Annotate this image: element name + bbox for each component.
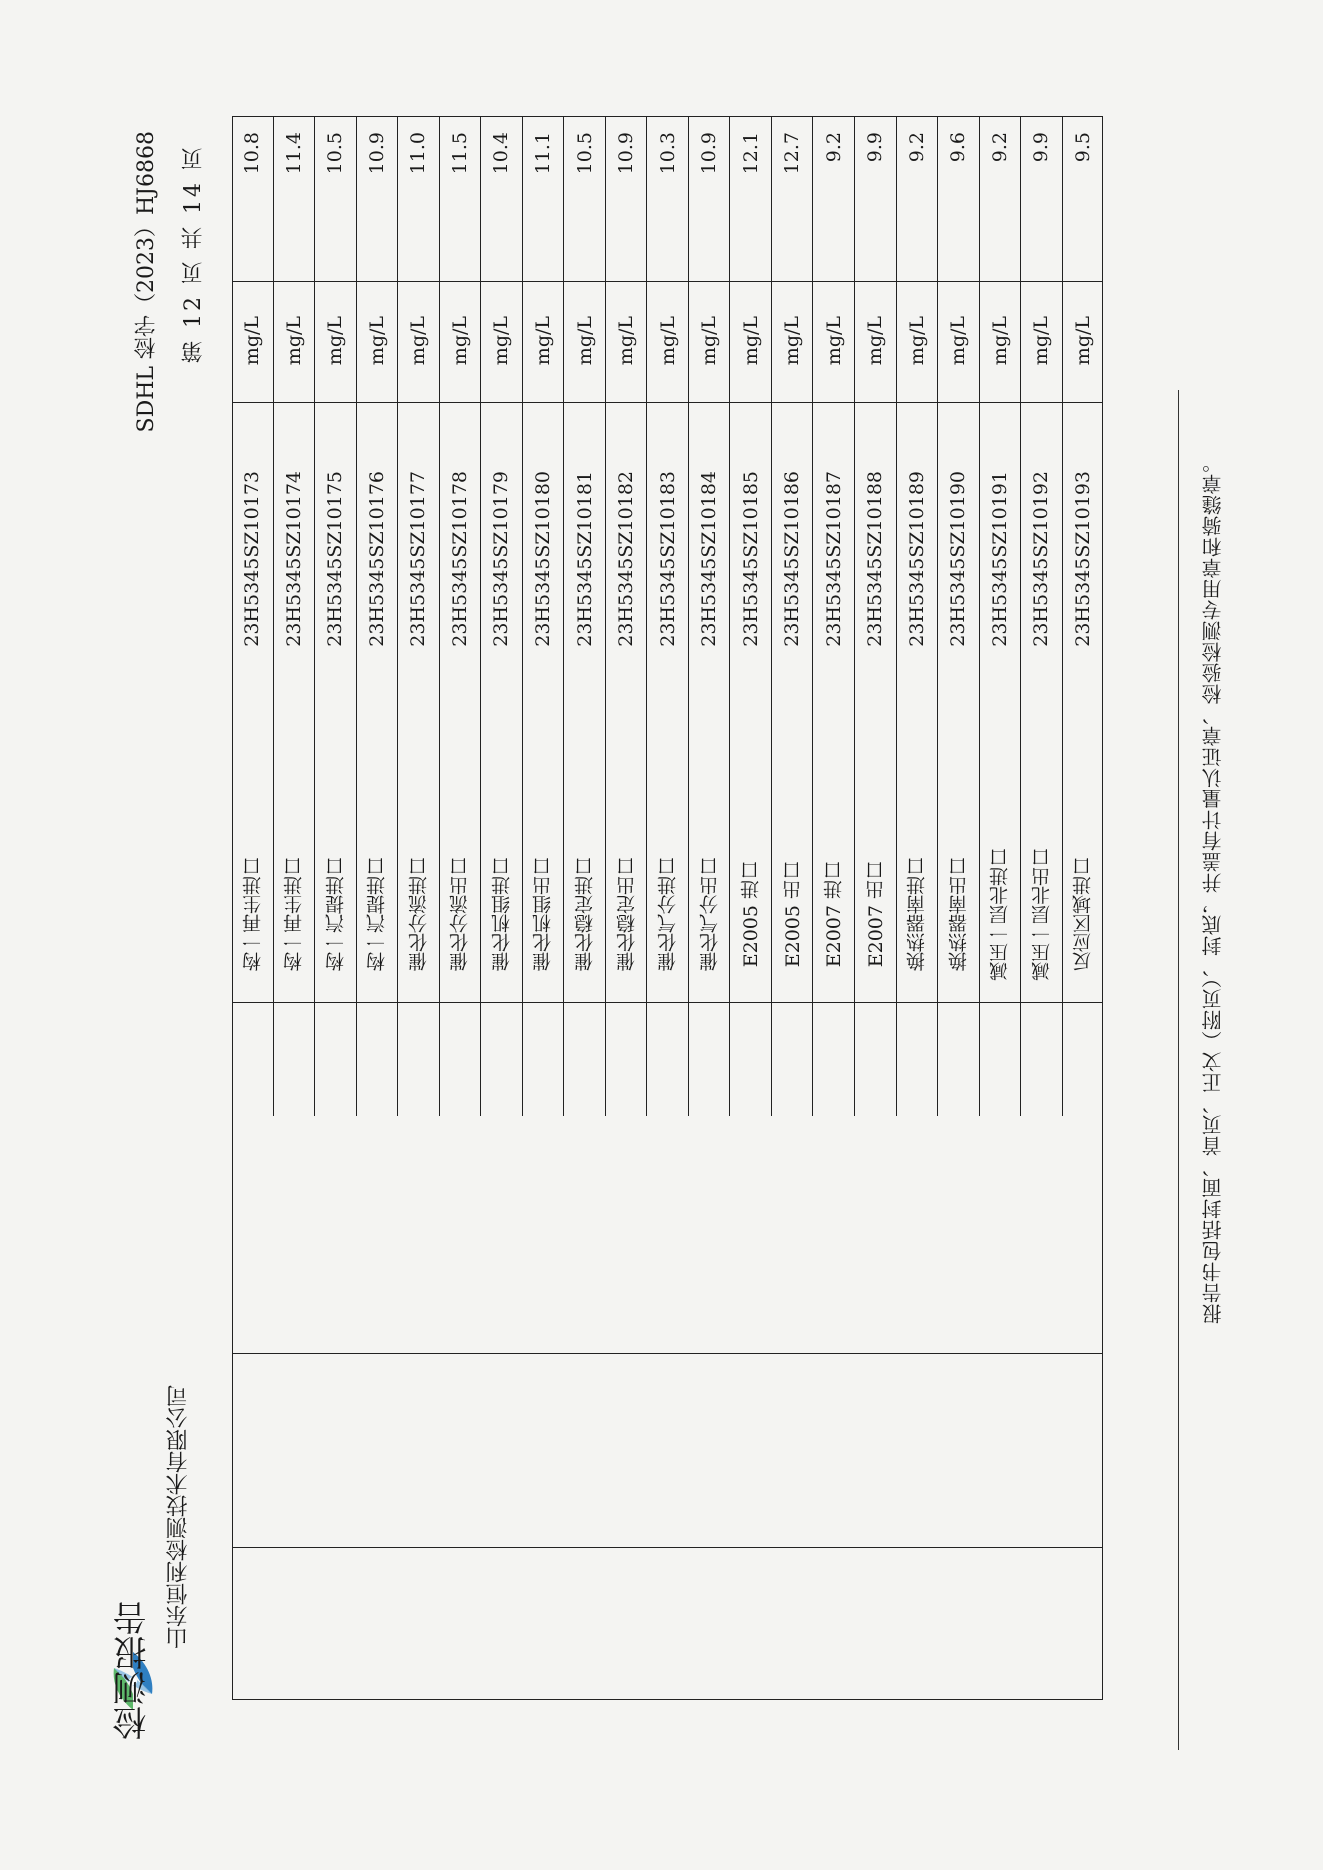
sample-code-cell: 23H5345SZ10174 <box>282 471 305 647</box>
unit-cell: mg/L <box>615 315 638 366</box>
sample-code-cell: 23H5345SZ10191 <box>988 471 1011 647</box>
site-cell: 催化机组进口 <box>490 857 513 971</box>
value-cell: 12.7 <box>781 132 804 175</box>
table-row <box>855 116 897 1116</box>
table-row <box>1021 116 1063 1116</box>
table-row <box>440 116 482 1116</box>
sample-code-cell: 23H5345SZ10192 <box>1030 471 1053 647</box>
table-row <box>315 116 357 1116</box>
value-cell: 11.1 <box>531 132 554 175</box>
unit-cell: mg/L <box>448 315 471 366</box>
unit-cell: mg/L <box>988 315 1011 366</box>
site-cell: 反应区域进口 <box>1072 857 1095 971</box>
footer-note: 报告书包括封面、首页、正文（附页）、封底，并盖有计量认证章、检验检测专用章和骑缝章。 <box>1201 452 1225 1324</box>
site-cell: 催化气分进口 <box>657 857 680 971</box>
site-cell: 催化气分出口 <box>698 857 721 971</box>
unit-cell: mg/L <box>1071 315 1094 366</box>
value-cell: 9.5 <box>1071 132 1094 163</box>
site-cell: E2007 进口 <box>823 860 846 968</box>
value-cell: 9.9 <box>864 132 887 163</box>
sample-code-cell: 23H5345SZ10175 <box>324 471 347 647</box>
footer-divider <box>1178 390 1179 1750</box>
table-body <box>232 116 1103 1116</box>
value-cell: 10.8 <box>241 132 264 175</box>
table-row <box>938 116 980 1116</box>
value-cell: 9.6 <box>947 132 970 163</box>
sample-code-cell: 23H5345SZ10177 <box>407 471 430 647</box>
table-row <box>481 116 523 1116</box>
page-number: 第 12 页 共 14 页 <box>181 145 206 363</box>
value-cell: 9.2 <box>822 132 845 163</box>
sample-code-cell: 23H5345SZ10189 <box>905 471 928 647</box>
site-cell: 减压一层北进口 <box>989 847 1012 981</box>
value-cell: 9.2 <box>988 132 1011 163</box>
sample-code-cell: 23H5345SZ10180 <box>531 471 554 647</box>
unit-cell: mg/L <box>324 315 347 366</box>
sample-code-cell: 23H5345SZ10183 <box>656 471 679 647</box>
value-cell: 10.9 <box>698 132 721 175</box>
unit-cell: mg/L <box>1030 315 1053 366</box>
report-title: 检测报告 <box>113 1600 153 1740</box>
site-cell: 构一再生进口 <box>283 857 306 971</box>
table-row <box>564 116 606 1116</box>
sample-code-cell: 23H5345SZ10173 <box>241 471 264 647</box>
site-cell: 构一汽提进口 <box>366 857 389 971</box>
sample-code-cell: 23H5345SZ10178 <box>448 471 471 647</box>
value-cell: 10.4 <box>490 132 513 175</box>
unit-cell: mg/L <box>905 315 928 366</box>
site-cell: 催化稳定出口 <box>615 857 638 971</box>
table-row <box>813 116 855 1116</box>
value-cell: 10.3 <box>656 132 679 175</box>
site-cell: E2005 进口 <box>740 860 763 968</box>
table-row <box>1063 116 1104 1116</box>
site-cell: 构一汽提进口 <box>324 857 347 971</box>
table-row <box>606 116 648 1116</box>
sample-code-cell: 23H5345SZ10181 <box>573 471 596 647</box>
unit-cell: mg/L <box>947 315 970 366</box>
sample-code-cell: 23H5345SZ10185 <box>739 471 762 647</box>
value-cell: 12.1 <box>739 132 762 175</box>
site-cell: 催化分流出口 <box>449 857 472 971</box>
sample-code-cell: 23H5345SZ10186 <box>781 471 804 647</box>
table-row <box>274 116 316 1116</box>
unit-cell: mg/L <box>365 315 388 366</box>
site-cell: 催化稳定进口 <box>574 857 597 971</box>
value-cell: 11.5 <box>448 132 471 175</box>
site-cell: 催化机组出口 <box>532 857 555 971</box>
value-cell: 10.5 <box>324 132 347 175</box>
site-cell: 减压一层北出口 <box>1030 847 1053 981</box>
site-cell: E2005 出口 <box>781 860 804 968</box>
report-number: SDHL 检字（2023）HJ6868 <box>134 131 159 433</box>
unit-cell: mg/L <box>656 315 679 366</box>
value-cell: 10.9 <box>365 132 388 175</box>
unit-cell: mg/L <box>739 315 762 366</box>
table-row <box>647 116 689 1116</box>
sample-code-cell: 23H5345SZ10179 <box>490 471 513 647</box>
table-row <box>980 116 1022 1116</box>
table-row <box>772 116 814 1116</box>
company-name: 山东恒利检测技术有限公司 <box>166 1385 191 1649</box>
value-cell: 10.5 <box>573 132 596 175</box>
unit-cell: mg/L <box>698 315 721 366</box>
sample-code-cell: 23H5345SZ10187 <box>822 471 845 647</box>
value-cell: 9.9 <box>1030 132 1053 163</box>
site-cell: 催化分流进口 <box>407 857 430 971</box>
value-cell: 11.0 <box>407 132 430 175</box>
sample-code-cell: 23H5345SZ10182 <box>615 471 638 647</box>
table-row <box>897 116 939 1116</box>
unit-cell: mg/L <box>781 315 804 366</box>
unit-cell: mg/L <box>407 315 430 366</box>
sample-code-cell: 23H5345SZ10193 <box>1071 471 1094 647</box>
sample-code-cell: 23H5345SZ10176 <box>365 471 388 647</box>
table-row <box>398 116 440 1116</box>
table-row <box>730 116 772 1116</box>
unit-cell: mg/L <box>822 315 845 366</box>
value-cell: 9.2 <box>905 132 928 163</box>
site-cell: E2007 出口 <box>864 860 887 968</box>
unit-cell: mg/L <box>864 315 887 366</box>
sample-code-cell: 23H5345SZ10188 <box>864 471 887 647</box>
site-cell: 换热器南进口 <box>906 857 929 971</box>
unit-cell: mg/L <box>241 315 264 366</box>
site-cell: 构一再生进口 <box>241 857 264 971</box>
sample-code-cell: 23H5345SZ10190 <box>947 471 970 647</box>
unit-cell: mg/L <box>573 315 596 366</box>
table-row <box>523 116 565 1116</box>
unit-cell: mg/L <box>282 315 305 366</box>
table-row <box>689 116 731 1116</box>
site-cell: 换热器南出口 <box>947 857 970 971</box>
value-cell: 10.9 <box>615 132 638 175</box>
table-row <box>232 116 274 1116</box>
value-cell: 11.4 <box>282 132 305 175</box>
unit-cell: mg/L <box>531 315 554 366</box>
unit-cell: mg/L <box>490 315 513 366</box>
sample-code-cell: 23H5345SZ10184 <box>698 471 721 647</box>
table-row <box>357 116 399 1116</box>
